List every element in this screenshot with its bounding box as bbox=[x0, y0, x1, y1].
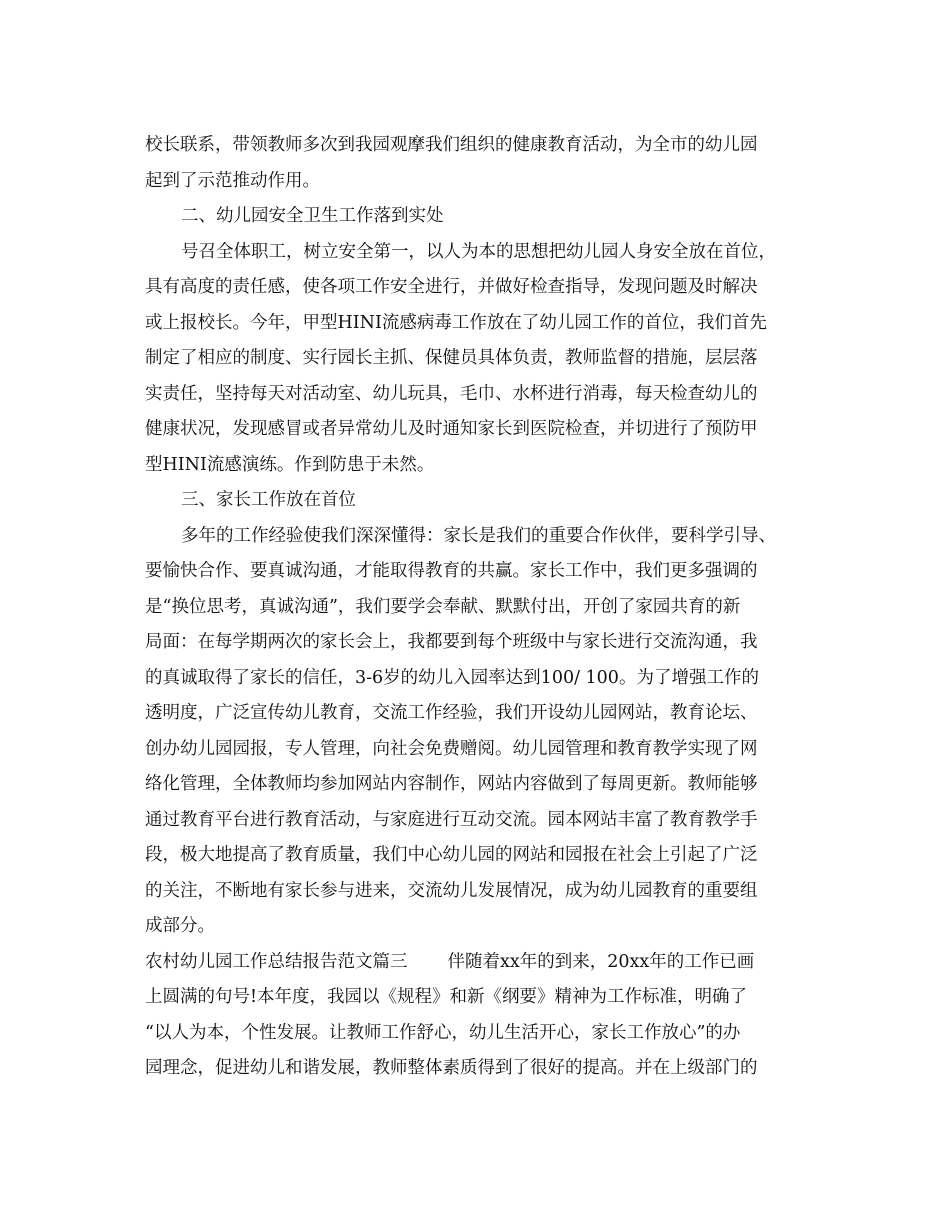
body-line: 创办幼儿园园报，专人管理，向社会免费赠阅。幼儿园管理和教育教学实现了网 bbox=[145, 738, 758, 759]
body-line: 园理念，促进幼儿和谐发展，教师整体素质得到了很好的提高。并在上级部门的 bbox=[145, 1058, 758, 1078]
body-line: 制定了相应的制度、实行园长主抓、保健员具体负责，教师监督的措施，层层落 bbox=[145, 348, 758, 368]
body-line: 实责任，坚持每天对活动室、幼儿玩具，毛巾、水杯进行消毒，每天检查幼儿的 bbox=[145, 383, 758, 404]
body-line: 具有高度的责任感，使各项工作安全进行，并做好检查指导，发现问题及时解决 bbox=[145, 277, 758, 297]
body-line: 校长联系，带领教师多次到我园观摩我们组织的健康教育活动，为全市的幼儿园 bbox=[145, 135, 758, 155]
body-line: 健康状况，发现感冒或者异常幼儿及时通知家长到医院检查，并切进行了预防甲 bbox=[145, 419, 758, 439]
body-line: 的关注，不断地有家长参与进来，交流幼儿发展情况，成为幼儿园教育的重要组 bbox=[145, 880, 758, 901]
body-line: 段，极大地提高了教育质量，我们中心幼儿园的网站和园报在社会上引起了广泛 bbox=[145, 845, 758, 865]
article-title-line bbox=[145, 945, 815, 981]
body-line: 透明度，广泛宣传幼儿教育，交流工作经验，我们开设幼儿园网站，教育论坛、 bbox=[145, 703, 758, 723]
body-line: 通过教育平台进行教育活动，与家庭进行互动交流。园本网站丰富了教育教学手 bbox=[145, 809, 758, 830]
article-title: 农村幼儿园工作总结报告范文篇三 bbox=[145, 951, 408, 972]
body-line: 型HINI流感演练。作到防患于未然。 bbox=[145, 454, 435, 475]
body-line: 起到了示范推动作用。 bbox=[145, 170, 320, 191]
document-body bbox=[145, 128, 815, 1087]
body-line: 上圆满的句号!本年度，我园以《规程》和新《纲要》精神为工作标准，明确了 bbox=[145, 987, 748, 1007]
body-line: 或上报校长。今年，甲型HINI流感病毒工作放在了幼儿园工作的首位，我们首先 bbox=[145, 312, 767, 333]
body-line: 的真诚取得了家长的信任，3-6岁的幼儿入园率达到100/ 100。为了增强工作的 bbox=[145, 667, 759, 688]
body-line: 络化管理，全体教师均参加网站内容制作，网站内容做到了每周更新。教师能够 bbox=[145, 774, 758, 794]
body-line: 要愉快合作、要真诚沟通，才能取得教育的共赢。家长工作中，我们更多强调的 bbox=[145, 561, 758, 581]
section-heading: 二、幼儿园安全卫生工作落到实处 bbox=[181, 206, 444, 226]
paragraph-start: 号召全体职工，树立安全第一，以人为本的思想把幼儿园人身安全放在首位， bbox=[181, 241, 776, 262]
section-heading: 三、家长工作放在首位 bbox=[181, 490, 356, 510]
paragraph-start: 多年的工作经验使我们深深懂得：家长是我们的重要合作伙伴，要科学引导、 bbox=[181, 525, 776, 546]
body-line: 成部分。 bbox=[145, 916, 215, 936]
article-first-line: 伴随着xx年的到来，20xx年的工作已画 bbox=[447, 951, 755, 972]
body-line: 是“换位思考，真诚沟通”，我们要学会奉献、默默付出，开创了家园共育的新 bbox=[145, 596, 741, 617]
body-line: “以人为本，个性发展。让教师工作舒心，幼儿生活开心，家长工作放心”的办 bbox=[145, 1022, 741, 1043]
body-line: 局面：在每学期两次的家长会上，我都要到每个班级中与家长进行交流沟通，我 bbox=[145, 632, 758, 652]
